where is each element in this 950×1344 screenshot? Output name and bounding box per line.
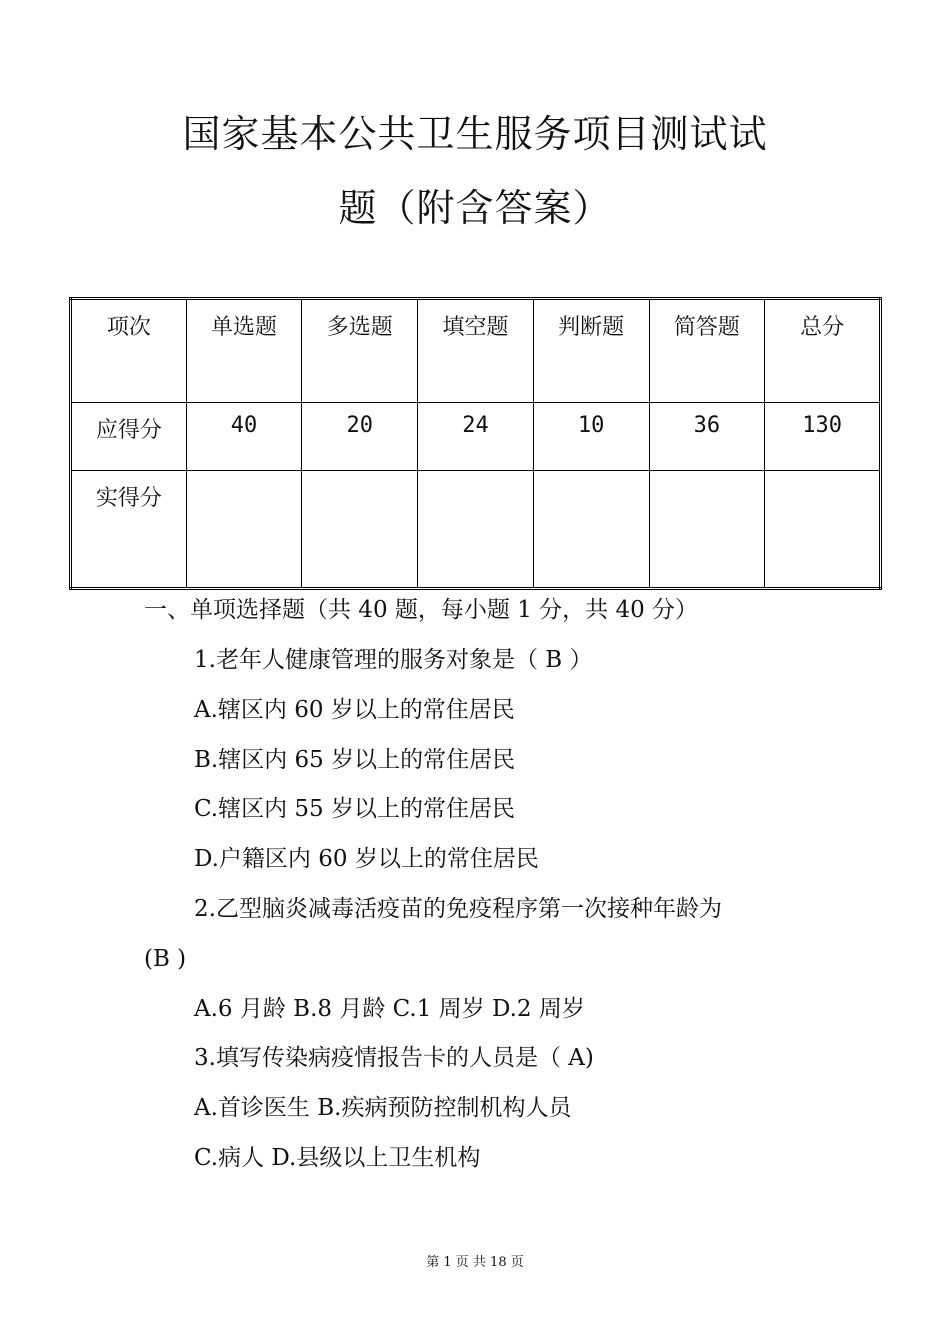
document-title-line-1: 国家基本公共卫生服务项目测试试 (182, 112, 768, 156)
header-cell: 项次 (71, 299, 187, 403)
expected-score-cell: 40 (186, 403, 302, 471)
header-cell: 多选题 (302, 299, 418, 403)
expected-score-cell: 24 (418, 403, 534, 471)
question-3: 3.填写传染病疫情报告卡的人员是（ A) (194, 1045, 594, 1071)
question-3-options-ab: A.首诊医生 B.疾病预防控制机构人员 (194, 1095, 572, 1121)
expected-score-cell: 36 (649, 403, 765, 471)
expected-score-cell: 20 (302, 403, 418, 471)
document-title-line-2: 题（附含答案） (338, 186, 612, 230)
section-heading: 一、单项选择题（共 40 题，每小题 1 分，共 40 分） (144, 597, 699, 623)
row-label-cell: 应得分 (71, 403, 187, 471)
score-table-actual-row (71, 471, 881, 589)
actual-score-cell (765, 471, 881, 589)
actual-score-cell (533, 471, 649, 589)
page-footer: 第 1 页 共 18 页 (426, 1255, 524, 1270)
question-1: 1.老年人健康管理的服务对象是（ B ） (194, 647, 593, 673)
header-cell: 简答题 (649, 299, 765, 403)
question-1-option-d: D.户籍区内 60 岁以上的常住居民 (194, 846, 539, 872)
question-3-options-cd: C.病人 D.县级以上卫生机构 (194, 1145, 481, 1171)
score-table-header-row (71, 299, 881, 403)
question-2-answer: (B ) (144, 946, 187, 972)
header-cell: 总分 (765, 299, 881, 403)
question-1-option-b: B.辖区内 65 岁以上的常住居民 (194, 747, 516, 773)
actual-score-cell (186, 471, 302, 589)
actual-score-cell (302, 471, 418, 589)
question-2: 2.乙型脑炎减毒活疫苗的免疫程序第一次接种年龄为 (194, 896, 722, 922)
header-cell: 单选题 (186, 299, 302, 403)
actual-score-cell (418, 471, 534, 589)
actual-score-cell (649, 471, 765, 589)
expected-score-cell: 130 (765, 403, 881, 471)
question-1-option-c: C.辖区内 55 岁以上的常住居民 (194, 796, 515, 822)
header-cell: 判断题 (533, 299, 649, 403)
score-table-expected-row (71, 403, 881, 471)
question-1-option-a: A.辖区内 60 岁以上的常住居民 (194, 697, 515, 723)
question-2-options: A.6 月龄 B.8 月龄 C.1 周岁 D.2 周岁 (194, 996, 585, 1022)
score-table (69, 297, 882, 590)
header-cell: 填空题 (418, 299, 534, 403)
expected-score-cell: 10 (533, 403, 649, 471)
row-label-cell: 实得分 (71, 471, 187, 589)
